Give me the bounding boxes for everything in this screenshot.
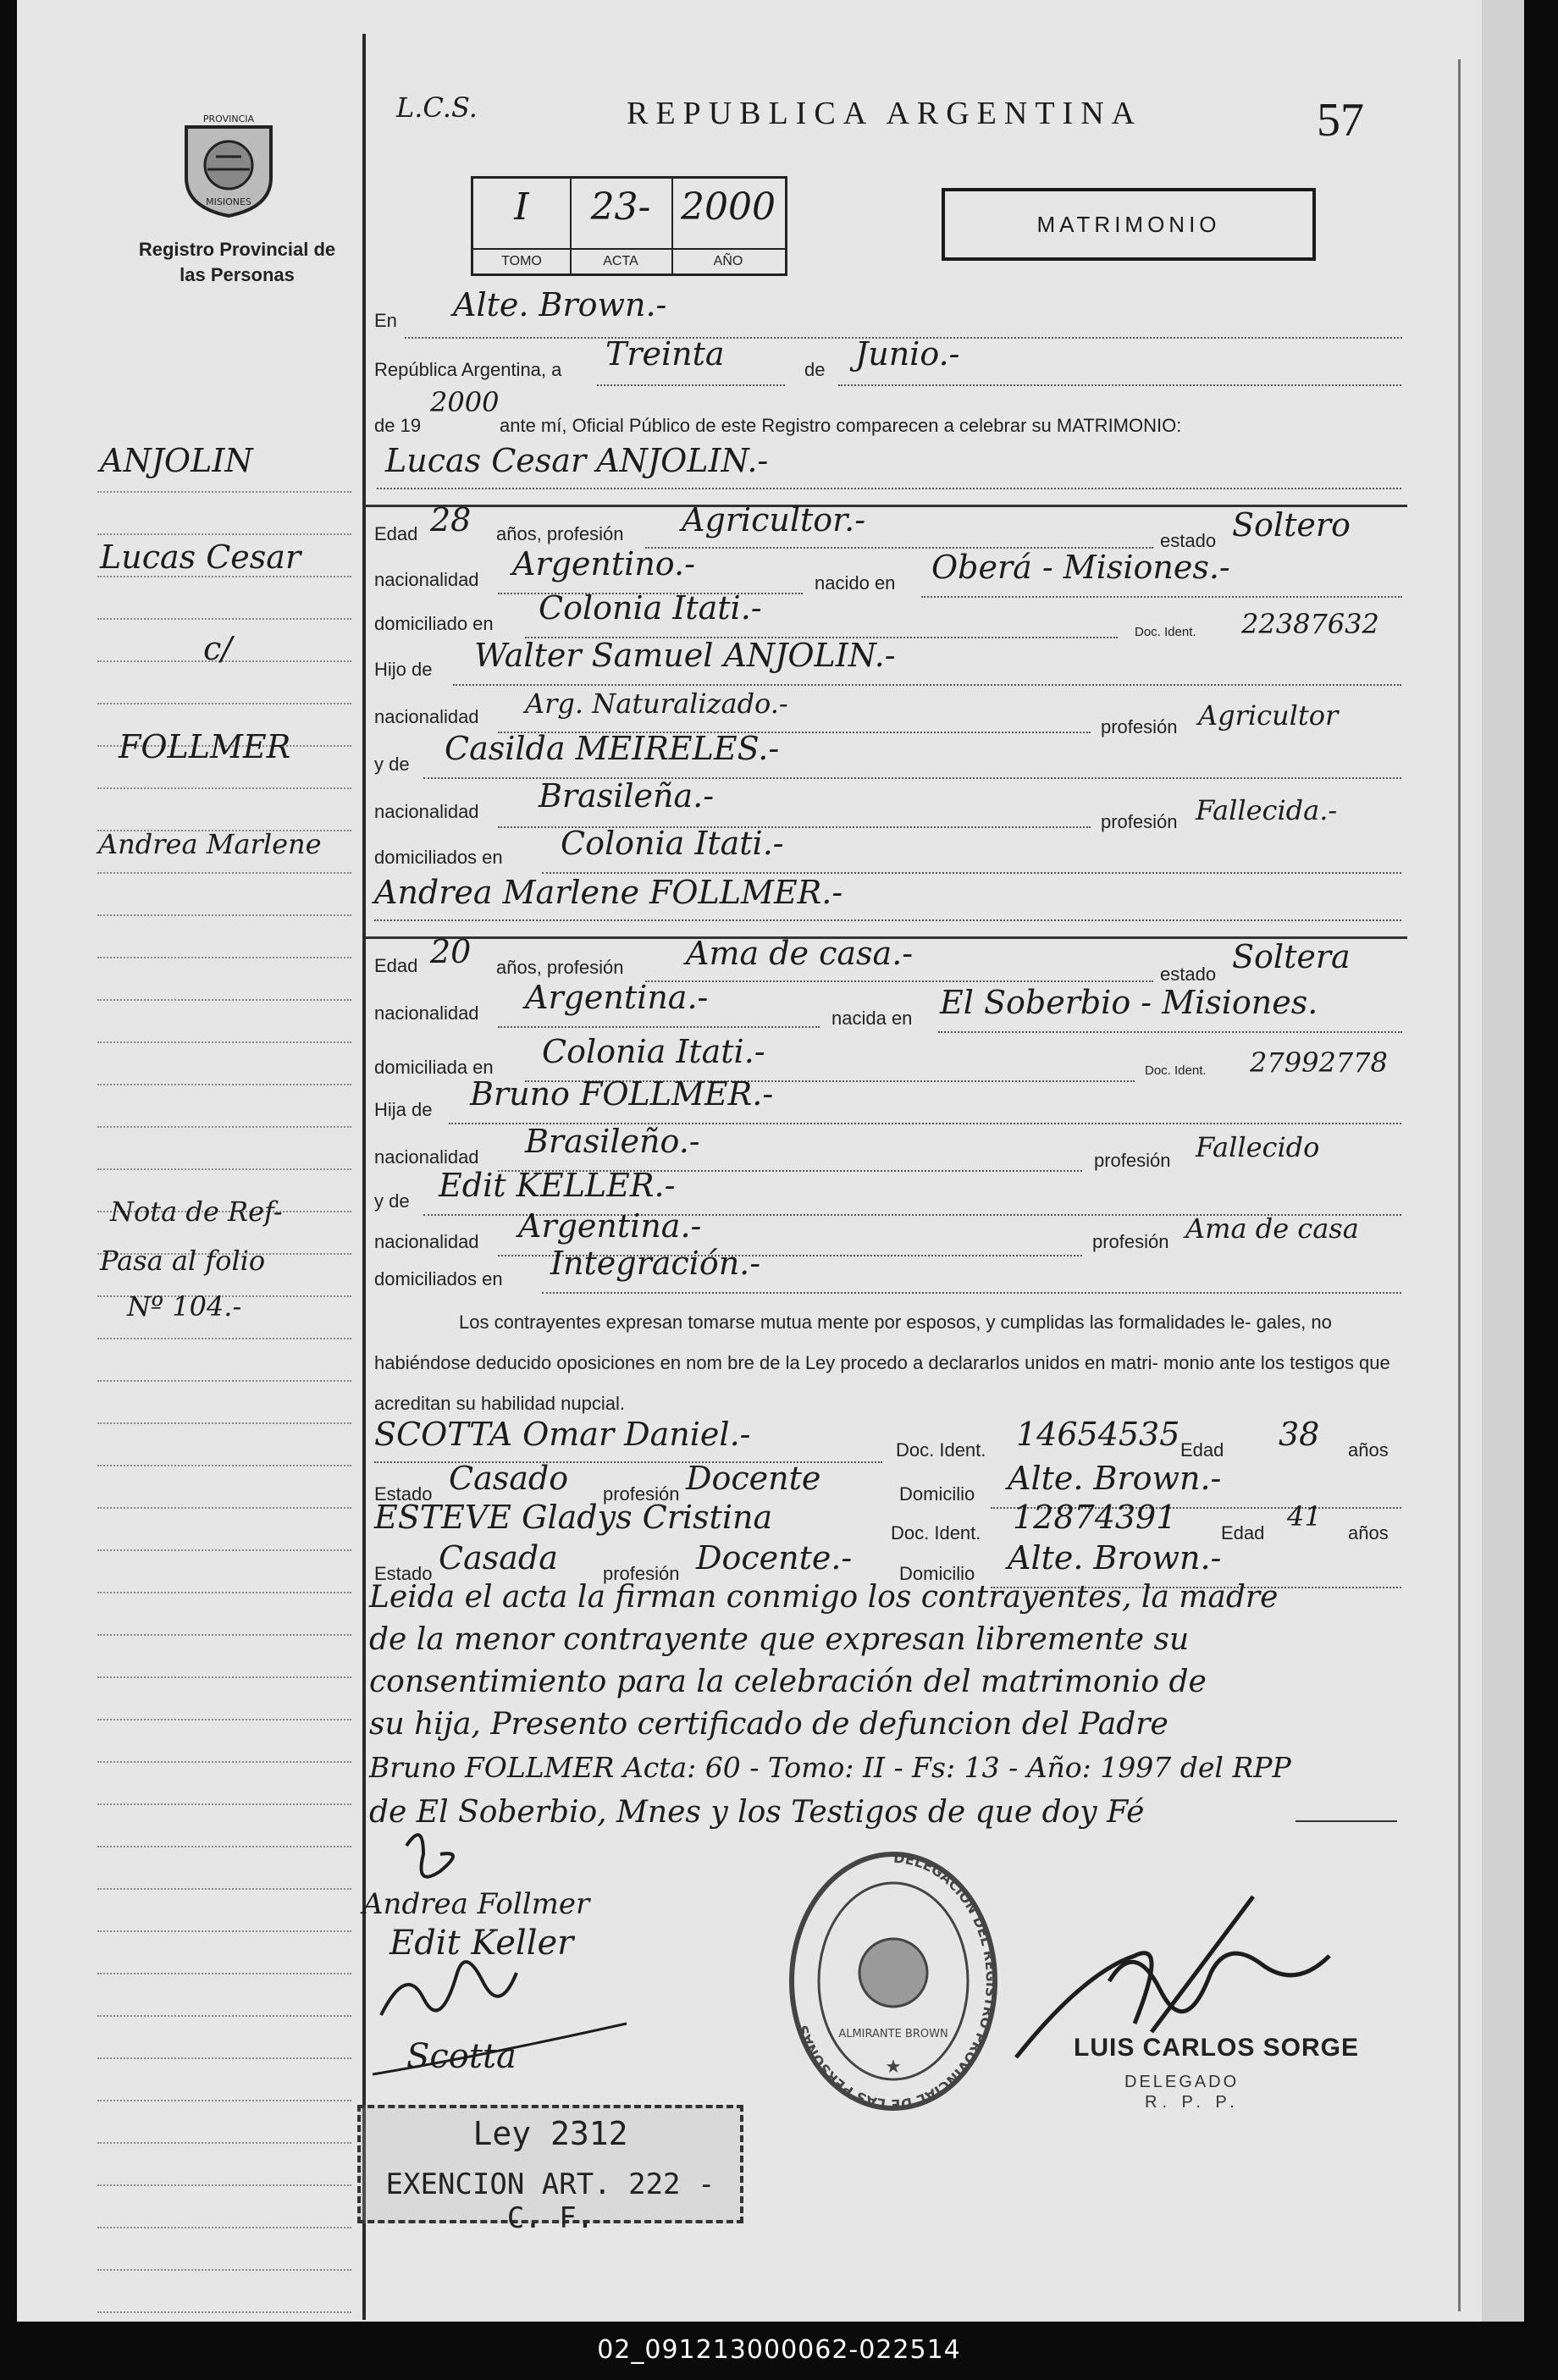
witness1-address: Alte. Brown.- (1008, 1460, 1222, 1497)
groom-nac-label: nacionalidad (374, 569, 479, 590)
margin-rule-line (97, 576, 351, 577)
margin-rule-line (97, 1973, 351, 1974)
witness1-edad-label: Edad (1180, 1439, 1224, 1461)
witness2-status: Casada (439, 1539, 558, 1577)
margin-rule-line (97, 2227, 351, 2228)
groom-doc-label: Doc. Ident. (1135, 625, 1196, 639)
witness2-profession: Docente.- (696, 1539, 853, 1577)
ley-stamp-line-1: Ley 2312 (472, 2115, 628, 2152)
margin-rule-line (97, 1126, 351, 1128)
bride-father-prof-label: profesión (1094, 1150, 1171, 1171)
province-seal-icon (174, 102, 284, 220)
margin-rule-line (97, 618, 351, 620)
republica-label: República Argentina, a (374, 359, 562, 380)
bride-full-name: Andrea Marlene FOLLMER.- (374, 874, 843, 911)
groom-father-nationality: Arg. Naturalizado.- (525, 687, 788, 720)
bride-profession: Ama de casa.- (686, 935, 914, 972)
bride-status: Soltera (1232, 938, 1351, 975)
ano-label: AÑO (671, 248, 785, 273)
signatures-graphic (356, 1820, 711, 2091)
witness2-estado-label: Estado (374, 1563, 433, 1584)
groom-mother-prof-label: profesión (1101, 811, 1178, 832)
margin-rule-line (97, 1084, 351, 1085)
bride-estado-label: estado (1160, 964, 1217, 985)
ley-stamp-line-2: EXENCION ART. 222 - C. F. (385, 2167, 715, 2235)
witness2-doc-label: Doc. Ident. (891, 1522, 981, 1543)
groom-mother-nac-label: nacionalidad (374, 801, 479, 822)
groom-address: Colonia Itati.- (539, 589, 762, 627)
groom-father-nac-label: nacionalidad (374, 706, 479, 727)
seal-bottom-text: MISIONES (206, 196, 251, 207)
margin-rule-line (97, 2057, 351, 2059)
witness2-prof-label: profesión (603, 1563, 680, 1584)
margin-note-2: Pasa al folio (100, 1245, 266, 1277)
seal-text: DELEGACION DEL REGISTRO PROVINCIAL DE LAS PERSONAS (794, 1849, 1000, 2113)
margin-rule-line (97, 1846, 351, 1847)
signature-bride: Andrea Follmer (362, 1887, 590, 1921)
marriage-declaration: Los contrayentes expresan tomarse mutua mente por esposos, y cumplidas las formalidades le- gales, no habiéndose deducido oposiciones en nom bre de la Ley procedo a declararlos unidos en matri- monio ante los testigos que acreditan su habilidad nupcial. (374, 1311, 1390, 1414)
margin-name-groom: Lucas Cesar (100, 538, 301, 576)
margin-rule-line (97, 1592, 351, 1593)
witness1-prof-label: profesión (603, 1483, 680, 1505)
bride-mother: Edit KELLER.- (439, 1167, 676, 1204)
groom-dom-label: domiciliado en (374, 613, 494, 634)
groom-nacido-label: nacido en (815, 572, 896, 594)
bride-anos-prof-label: años, profesión (496, 957, 624, 978)
tomo-acta-box (471, 176, 787, 276)
margin-rule-line (97, 2269, 351, 2271)
bride-doma-label: domiciliada en (374, 1057, 494, 1078)
closing-line-2: de la menor contrayente que expresan libremente su (369, 1622, 1190, 1657)
official-seal-icon (783, 1846, 1003, 2117)
bride-father-nationality: Brasileño.- (525, 1123, 700, 1160)
witness1-profession: Docente (686, 1460, 821, 1497)
margin-name-bride: Andrea Marlene (98, 828, 322, 860)
place: Alte. Brown.- (453, 286, 667, 323)
margin-rule-line (97, 914, 351, 916)
page-edge (1482, 0, 1524, 2322)
margin-rule-line (97, 2311, 351, 2313)
month: Junio.- (855, 335, 960, 373)
officer-office: R. P. P. (1145, 2093, 1240, 2112)
margin-rule-line (97, 2100, 351, 2101)
witness2-edad-label: Edad (1221, 1522, 1265, 1543)
bride-doc-label: Doc. Ident. (1145, 1063, 1207, 1078)
closing-line-4: su hija, Presento certificado de defuncion del Padre (369, 1707, 1168, 1742)
margin-surname-bride: FOLLMER (119, 728, 291, 765)
margin-rule-line (97, 1888, 351, 1890)
record-type-box: MATRIMONIO (942, 188, 1316, 261)
groom-hijo-label: Hijo de (374, 659, 433, 680)
witness1-doc: 14654535 (1016, 1416, 1180, 1453)
ano-value: 2000 (681, 185, 776, 229)
ley-exemption-stamp (357, 2105, 743, 2235)
seal-place-text: ALMIRANTE BROWN (838, 2028, 948, 2040)
tomo-value: I (514, 185, 529, 229)
margin-rule-line (97, 957, 351, 958)
seal-top-text: PROVINCIA (202, 113, 255, 124)
groom-birthplace: Oberá - Misiones.- (931, 549, 1230, 586)
margin-rule-line (97, 1422, 351, 1424)
right-border (1458, 59, 1461, 2311)
witness1-domicilio-label: Domicilio (899, 1483, 975, 1505)
witness2-domicilio-label: Domicilio (899, 1563, 975, 1584)
registry-name: Registro Provincial de las Personas (138, 239, 336, 285)
bride-mother-prof-label: profesión (1092, 1231, 1169, 1252)
margin-rule-line (97, 1676, 351, 1678)
initials: L.C.S. (396, 91, 478, 124)
margin-rule-line (97, 1380, 351, 1382)
margin-rule-line (97, 491, 351, 493)
margin-rule-line (97, 1803, 351, 1805)
margin-note-1: Nota de Ref- (110, 1196, 283, 1228)
groom-doc: 22387632 (1241, 608, 1379, 640)
margin-rule-line (97, 703, 351, 704)
bride-address: Colonia Itati.- (542, 1033, 765, 1070)
intro-sentence: ante mí, Oficial Público de este Registro comparecen a celebrar su MATRIMONIO: (500, 415, 1182, 436)
margin-rule-line (97, 1507, 351, 1509)
bride-doms-label: domiciliados en (374, 1268, 503, 1289)
groom-yde-label: y de (374, 754, 410, 775)
closing-line-3: consentimiento para la celebración del matrimonio de (369, 1665, 1207, 1699)
de19-label: de 19 (374, 415, 422, 436)
margin-rule-line (97, 1719, 351, 1720)
margin-connector: c/ (203, 630, 233, 667)
bride-father-nac-label: nacionalidad (374, 1146, 479, 1168)
groom-profession: Agricultor.- (682, 501, 866, 538)
bride-yde-label: y de (374, 1190, 410, 1212)
bride-age: 20 (430, 933, 472, 970)
margin-note-3: Nº 104.- (127, 1290, 242, 1323)
country-title: REPUBLICA ARGENTINA (627, 96, 1143, 131)
margin-rule-line (97, 999, 351, 1001)
witness1-doc-label: Doc. Ident. (896, 1439, 986, 1461)
groom-parents-address: Colonia Itati.- (561, 825, 784, 862)
groom-mother-profession: Fallecida.- (1196, 794, 1338, 826)
margin-rule-line (97, 533, 351, 535)
margin-rule-line (97, 1930, 351, 1932)
witness2-address: Alte. Brown.- (1008, 1539, 1222, 1577)
signature-witness: Scotta (406, 2037, 517, 2076)
bride-birthplace: El Soberbio - Misiones. (940, 984, 1318, 1021)
margin-rule-line (97, 1338, 351, 1339)
officer-role: DELEGADO (1124, 2073, 1240, 2091)
officer-name: LUIS CARLOS SORGE (1074, 2034, 1360, 2062)
groom-doms-label: domiciliados en (374, 847, 503, 868)
acta-label: ACTA (570, 248, 671, 273)
signature-mother: Edit Keller (390, 1924, 574, 1963)
groom-full-name: Lucas Cesar ANJOLIN.- (385, 442, 769, 479)
closing-line-1: Leida el acta la firman conmigo los contrayentes, la madre (369, 1580, 1279, 1615)
witness2-doc: 12874391 (1013, 1499, 1177, 1536)
bride-hija-label: Hija de (374, 1099, 433, 1120)
tomo-label: TOMO (473, 248, 570, 273)
margin-rule-line (97, 2184, 351, 2186)
groom-father-prof-label: profesión (1101, 716, 1178, 737)
year: 2000 (430, 386, 500, 418)
margin-rule-line (97, 787, 351, 789)
groom-estado-label: estado (1160, 530, 1217, 551)
witness1-status: Casado (449, 1460, 569, 1497)
witness2-name: ESTEVE Gladys Cristina (374, 1499, 773, 1536)
witness1-anos-label: años (1348, 1439, 1389, 1461)
closing-line-6: de El Soberbio, Mnes y los Testigos de que doy Fé (369, 1795, 1145, 1830)
groom-father-profession: Agricultor (1198, 699, 1339, 732)
groom-mother: Casilda MEIRELES.- (445, 730, 780, 767)
margin-rule-line (97, 1168, 351, 1170)
bride-father-profession: Fallecido (1196, 1131, 1320, 1163)
bride-mother-nationality: Argentina.- (518, 1207, 702, 1245)
de-label: de (804, 359, 826, 380)
seal-star-icon: ★ (885, 2056, 902, 2077)
margin-rule-line (97, 1761, 351, 1763)
margin-rule-line (97, 1634, 351, 1636)
day: Treinta (605, 335, 725, 373)
closing-line-5: Bruno FOLLMER Acta: 60 - Tomo: II - Fs: 13 - Año: 1997 del RPP (369, 1751, 1291, 1784)
witness1-estado-label: Estado (374, 1483, 433, 1505)
margin-surname-groom: ANJOLIN (100, 442, 253, 479)
bride-doc: 27992778 (1250, 1046, 1388, 1079)
bride-father: Bruno FOLLMER.- (470, 1075, 774, 1113)
margin-rule-line (97, 1549, 351, 1551)
groom-nationality: Argentino.- (512, 545, 695, 583)
groom-mother-nationality: Brasileña.- (539, 777, 715, 815)
bride-mother-nac-label: nacionalidad (374, 1231, 479, 1252)
margin-rule-line (97, 2015, 351, 2017)
witness1-name: SCOTTA Omar Daniel.- (374, 1416, 751, 1453)
bride-nac-label: nacionalidad (374, 1002, 479, 1024)
page-number: 57 (1317, 94, 1364, 146)
margin-rule-line (97, 872, 351, 874)
groom-father: Walter Samuel ANJOLIN.- (474, 637, 896, 674)
acta-value: 23- (590, 185, 651, 229)
scan-identifier: 02_091213000062-022514 (597, 2335, 961, 2365)
margin-rule-line (97, 1465, 351, 1466)
groom-age: 28 (430, 501, 472, 538)
witness2-age: 41 (1287, 1500, 1322, 1532)
groom-edad-label: Edad (374, 523, 418, 544)
witness1-age: 38 (1279, 1416, 1320, 1453)
en-label: En (374, 310, 397, 331)
groom-anos-prof-label: años, profesión (496, 523, 624, 544)
bride-parents-address: Integración.- (550, 1245, 761, 1282)
margin-rule-line (97, 1041, 351, 1043)
groom-status: Soltero (1232, 506, 1351, 544)
bride-edad-label: Edad (374, 955, 418, 976)
witness2-anos-label: años (1348, 1522, 1389, 1543)
bride-nationality: Argentina.- (525, 979, 709, 1016)
bride-nacida-label: nacida en (831, 1008, 913, 1029)
margin-rule-line (97, 2142, 351, 2144)
bride-mother-profession: Ama de casa (1185, 1212, 1359, 1245)
